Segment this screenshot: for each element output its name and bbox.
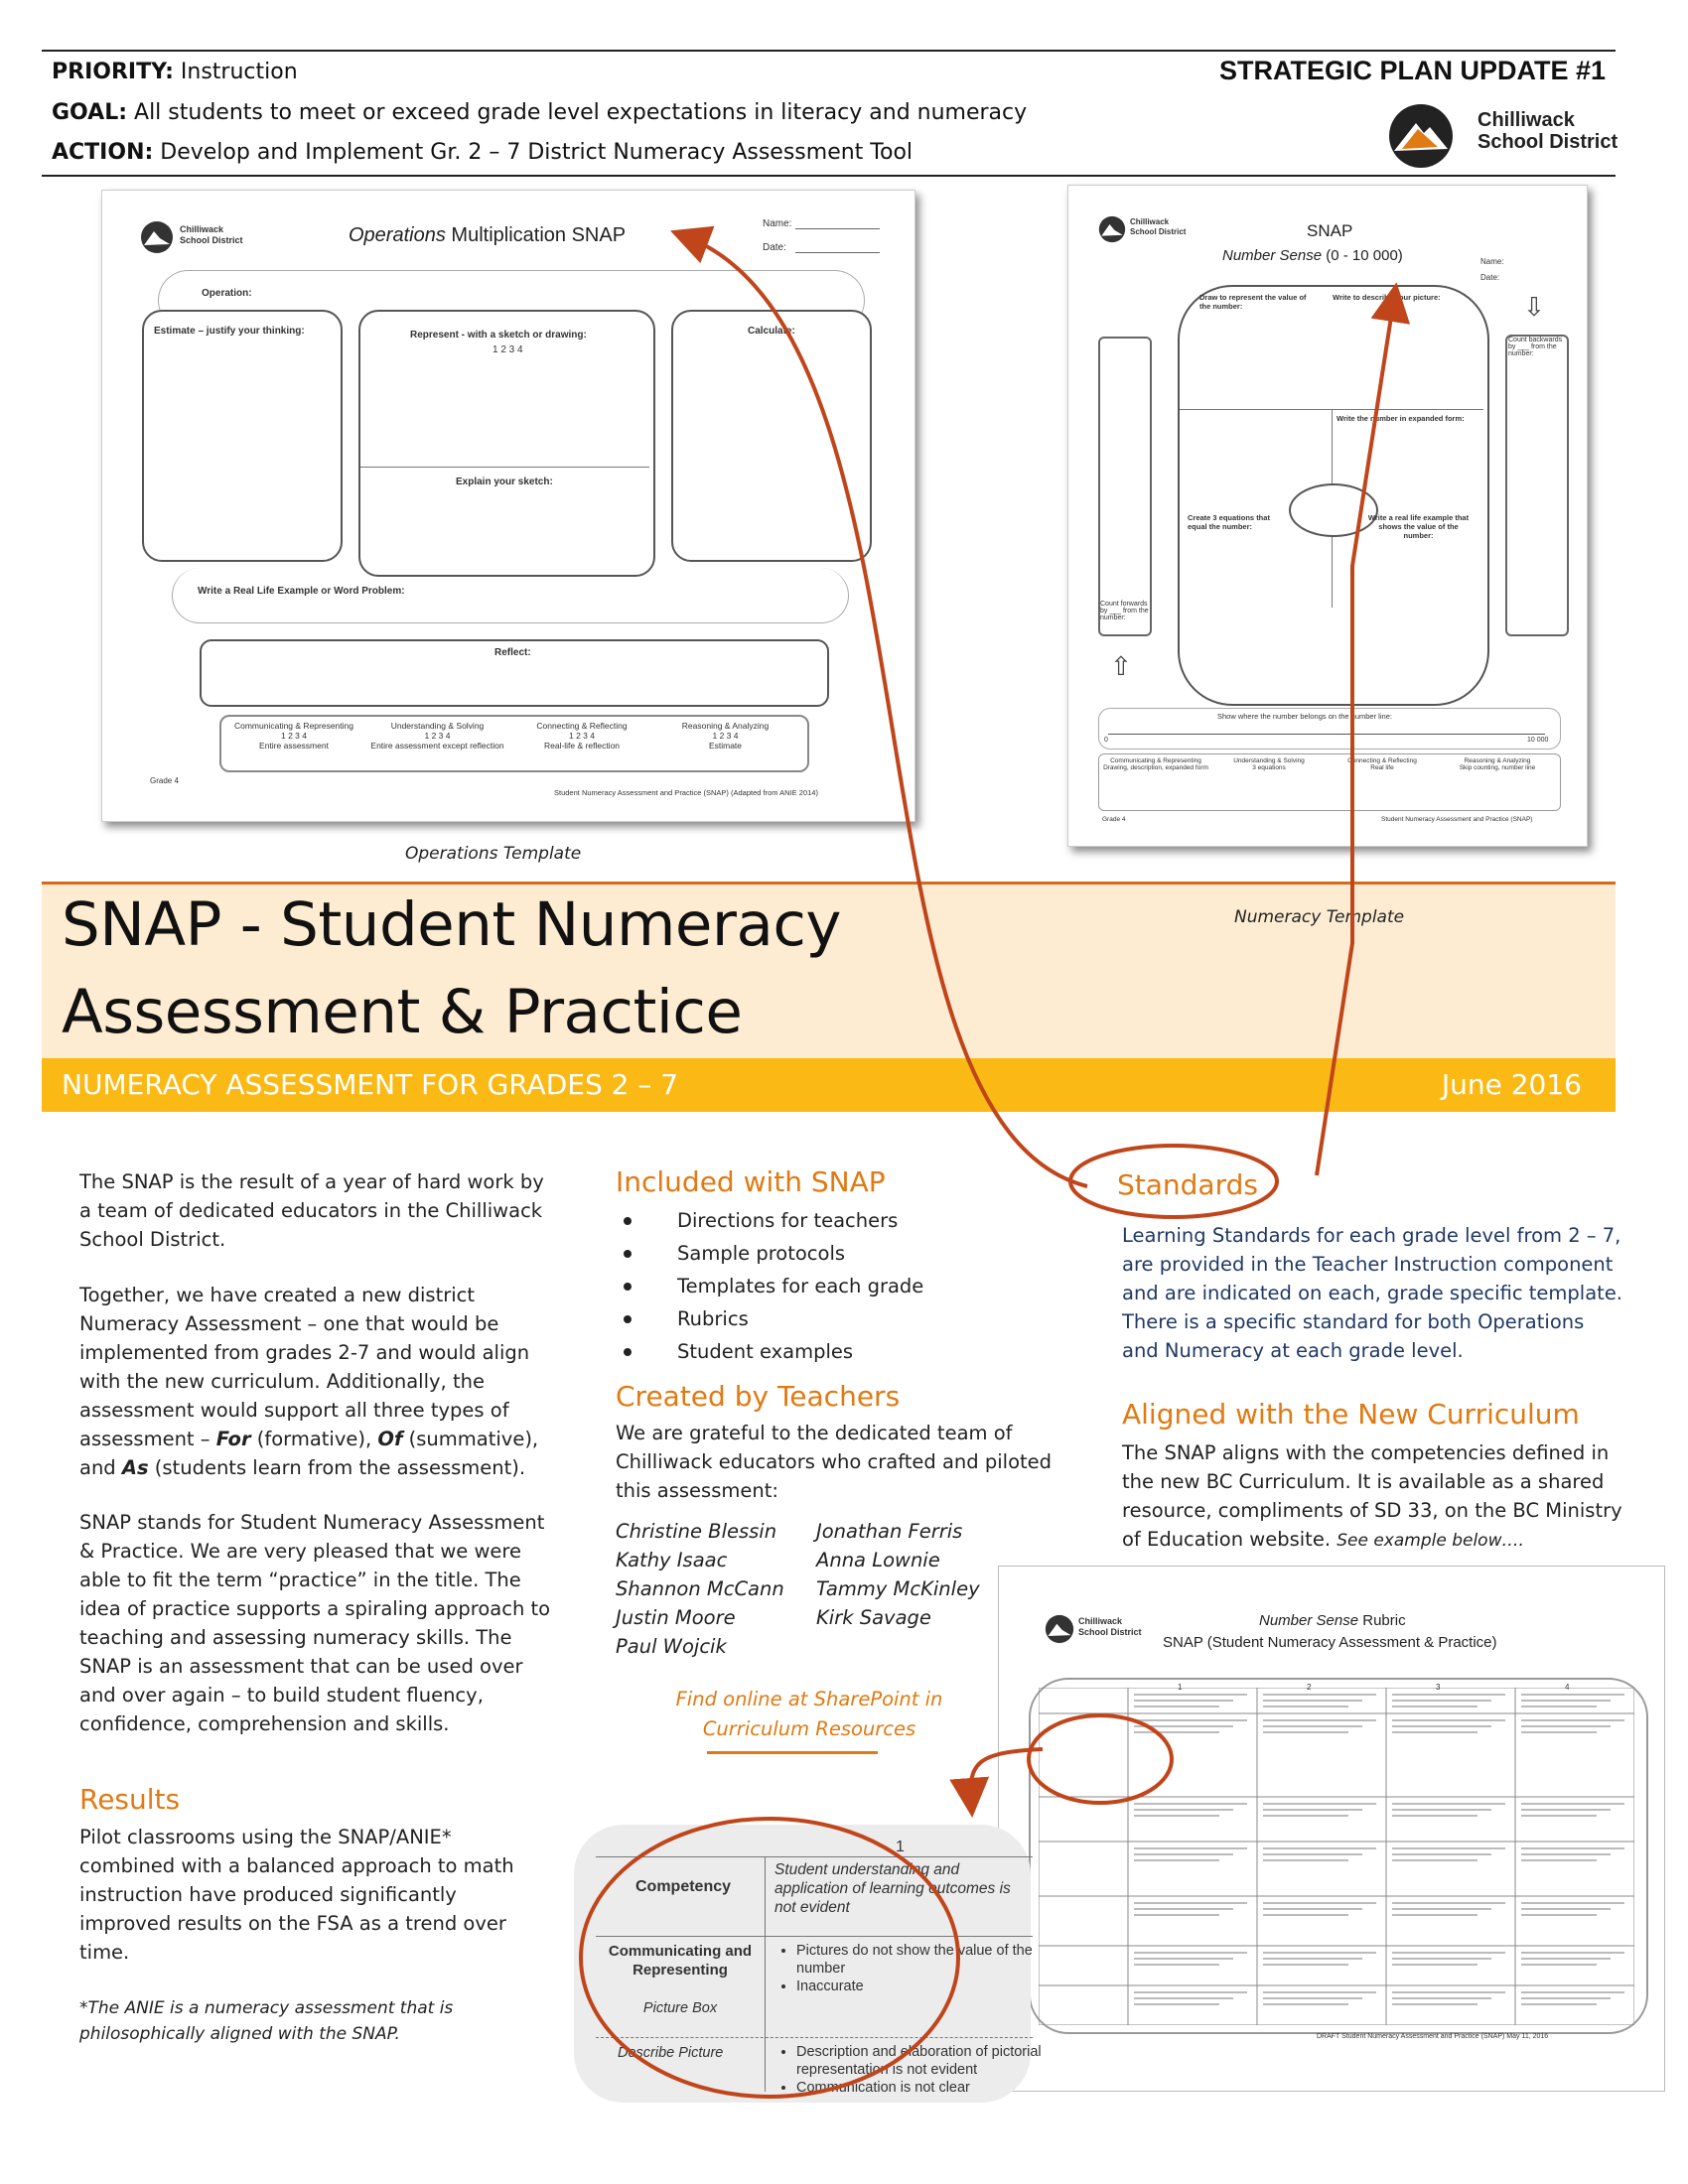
ops-template-title: Operations Multiplication SNAP	[349, 224, 627, 246]
num-numberline-label: Show where the number belongs on the number line:	[1217, 712, 1392, 721]
ops-date-field: Date:	[763, 242, 786, 253]
zoom-hline-top	[596, 1856, 1033, 1857]
num-rubric-4: Reasoning & Analyzing Skip counting, number line	[1459, 757, 1536, 771]
list-item: Templates for each grade	[616, 1272, 1013, 1304]
ops-name-field: Name:	[763, 218, 792, 229]
num-numberline-end: 10 000	[1527, 737, 1549, 744]
list-item: • Description and elaboration of pictorial representation is not evident	[796, 2043, 1050, 2079]
num-name-field: Name:	[1480, 257, 1504, 266]
ops-name-line	[795, 228, 880, 229]
together-paragraph: Together, we have created a new district Numeracy Assessment – one that would be implemented from grades 2-7 and would align with the new curriculum. Additionally, the assessment would support all three types of assessment – For (formative), Of (summative), and As (students learn from the assessment).	[79, 1284, 539, 1479]
strategic-plan-title: STRATEGIC PLAN UPDATE #1	[1219, 56, 1607, 85]
team-names-right: Jonathan Ferris Anna Lownie Tammy McKinley Kirk Savage	[816, 1520, 980, 1629]
zoom-row1-list	[774, 1942, 1050, 1995]
ops-grade-label: Grade 4	[150, 776, 179, 785]
num-center-oval	[1289, 483, 1378, 537]
num-expanded-label: Write the number in expanded form:	[1336, 414, 1465, 423]
zoom-table	[596, 1839, 1042, 2096]
created-heading: Created by Teachers	[616, 1380, 901, 1413]
ops-calculate-label: Calculate:	[748, 326, 795, 337]
zoom-row1-head: Communicating and Representing	[608, 1943, 753, 1979]
num-numberline-start: 0	[1104, 737, 1108, 744]
ops-logo-text: Chilliwack School District	[180, 224, 243, 245]
mini-logo-icon	[1098, 215, 1126, 243]
results-heading: Results	[79, 1783, 181, 1816]
page-title-line1: SNAP - Student Numeracy	[62, 889, 842, 960]
mountain-logo-icon	[1388, 103, 1454, 169]
list-item: Directions for teachers	[616, 1206, 1013, 1239]
zoom-row1-sub: Picture Box	[642, 2000, 718, 2016]
included-heading: Included with SNAP	[616, 1165, 886, 1198]
rubric-doc-title: Number Sense Rubric	[1259, 1612, 1406, 1629]
goal-line: GOAL: All students to meet or exceed grade level expectations in literacy and numeracy	[52, 100, 1028, 125]
ops-represent-scale: 1 2 3 4	[492, 344, 523, 355]
num-date-field: Date:	[1480, 273, 1500, 282]
action-line: ACTION: Develop and Implement Gr. 2 – 7 District Numeracy Assessment Tool	[52, 140, 914, 165]
ops-rubric-1: Communicating & Representing 1 2 3 4 Entire assessment	[233, 721, 353, 751]
operations-template-caption: Operations Template	[405, 844, 582, 864]
ops-estimate-box	[142, 310, 343, 562]
page-title-line2: Assessment & Practice	[62, 977, 743, 1047]
subtitle-bar	[42, 1058, 1616, 1112]
num-count-back: Count backwards by ___ from the number:	[1508, 337, 1563, 357]
priority-line: PRIORITY: Instruction	[52, 60, 298, 84]
num-rubric-3: Connecting & Reflecting Real life	[1347, 757, 1417, 771]
header-bottom-rule	[42, 175, 1616, 177]
top-rule	[42, 50, 1616, 52]
ops-reflect-label: Reflect:	[494, 647, 531, 658]
ops-operation-label: Operation:	[202, 288, 252, 299]
district-logo	[1388, 103, 1454, 169]
num-template-subtitle: Number Sense (0 - 10 000)	[1222, 247, 1403, 264]
rubric-table-grid	[1039, 1688, 1634, 2025]
intro-paragraph: The SNAP is the result of a year of hard work by a team of dedicated educators in the Chilliwack School District.	[79, 1170, 544, 1251]
numeracy-template-image	[1067, 185, 1588, 847]
district-logo-text: Chilliwack School District	[1477, 109, 1618, 153]
rubric-col-3: 3	[1436, 1683, 1441, 1692]
list-item: Rubrics	[616, 1304, 1013, 1337]
aligned-text: The SNAP aligns with the competencies defined in the new BC Curriculum. It is available as a shared resource, compliments of SD 33, on the BC Ministry of Education website. See example below….	[1122, 1441, 1622, 1551]
rubric-col-4: 4	[1565, 1683, 1570, 1692]
num-right-column	[1505, 335, 1569, 636]
aligned-heading: Aligned with the New Curriculum	[1122, 1398, 1580, 1431]
num-rubric-1: Communicating & Representing Drawing, description, expanded form	[1103, 757, 1208, 771]
sharepoint-underline	[707, 1751, 878, 1754]
num-footer: Student Numeracy Assessment and Practice (SNAP)	[1381, 816, 1533, 823]
rubric-col-1: 1	[1178, 1683, 1183, 1692]
ops-rubric-2: Understanding & Solving 1 2 3 4 Entire assessment except reflection	[370, 721, 504, 751]
num-hdivider	[1180, 409, 1483, 410]
ops-represent-divider	[360, 467, 649, 468]
list-item: Sample protocols	[616, 1239, 1013, 1272]
mini-logo-icon	[140, 220, 174, 254]
ops-reallife-label: Write a Real Life Example or Word Problem:	[198, 586, 405, 597]
rubric-logo-text: Chilliwack School District	[1078, 1616, 1142, 1637]
list-item: Student examples	[616, 1337, 1013, 1370]
rubric-col-2: 2	[1307, 1683, 1312, 1692]
sharepoint-link[interactable]: Find online at SharePoint in Curriculum Resources	[675, 1688, 943, 1740]
num-reallife-label: Write a real life example that shows the value of the number:	[1367, 513, 1470, 540]
num-write-label: Write to describe your picture:	[1333, 293, 1441, 302]
ops-rubric-3: Connecting & Reflecting 1 2 3 4 Real-life & reflection	[536, 721, 628, 751]
snap-stands-paragraph: SNAP stands for Student Numeracy Assessment & Practice. We are very pleased that we were able to fit the term “practice” in the title. The idea of practice supports a spiraling approach to teaching and assessing numeracy skills. The SNAP is an assessment that can be used over and over again – to build student fluency, confidence, comprehension and skills.	[79, 1511, 551, 1735]
operations-template-image	[101, 190, 915, 822]
subtitle-text: NUMERACY ASSESSMENT FOR GRADES 2 – 7	[62, 1068, 679, 1101]
mini-logo-icon	[1045, 1614, 1074, 1644]
zoom-vline	[765, 1856, 766, 2092]
num-count-forward: Count forwards by ___ from the number:	[1100, 601, 1149, 621]
list-item: • Communication is not clear	[796, 2079, 1050, 2097]
anie-footnote: *The ANIE is a numeracy assessment that is philosophically aligned with the SNAP.	[79, 1998, 454, 2044]
issue-date: June 2016	[1441, 1068, 1582, 1101]
num-numberline	[1108, 734, 1545, 735]
standards-heading: Standards	[1117, 1168, 1258, 1201]
ops-represent-label: Represent - with a sketch or drawing:	[410, 330, 587, 341]
team-names-left: Christine Blessin Kathy Isaac Shannon McCann Justin Moore Paul Wojcik	[616, 1520, 784, 1658]
list-item: • Pictures do not show the value of the number	[796, 1942, 1050, 1978]
ops-explain-label: Explain your sketch:	[456, 477, 553, 487]
zoom-competency: Competency	[635, 1878, 732, 1895]
ops-date-line	[795, 252, 880, 253]
ops-estimate-label: Estimate – justify your thinking:	[154, 326, 305, 337]
ops-footer: Student Numeracy Assessment and Practice (SNAP) (Adapted from ANIE 2014)	[554, 788, 818, 797]
rubric-doc-subtitle: SNAP (Student Numeracy Assessment & Practice)	[1163, 1634, 1497, 1651]
zoom-row2-list	[774, 2043, 1050, 2097]
num-equations-label: Create 3 equations that equal the number:	[1188, 513, 1270, 531]
standards-text: Learning Standards for each grade level from 2 – 7, are provided in the Teacher Instruction component and are indicated on each, grade specific template. There is a specific standard for both Operations and Numeracy at each grade level.	[1122, 1224, 1623, 1362]
ops-calculate-box	[671, 310, 872, 562]
up-arrow-icon: ⇧	[1110, 652, 1132, 682]
ops-rubric-4: Reasoning & Analyzing 1 2 3 4 Estimate	[681, 721, 770, 751]
num-template-title: SNAP	[1307, 221, 1353, 240]
included-list	[616, 1206, 1013, 1370]
numeracy-template-caption: Numeracy Template	[1234, 907, 1405, 927]
down-arrow-icon: ⇩	[1523, 293, 1545, 323]
zoom-row2-head: Describe Picture	[618, 2045, 724, 2061]
zoom-hline-dashed	[596, 2037, 1033, 2038]
zoom-col-number: 1	[896, 1839, 905, 1855]
num-draw-label: Draw to represent the value of the number:	[1199, 293, 1307, 311]
created-text: We are grateful to the dedicated team of Chilliwack educators who crafted and piloted this assessment:	[616, 1422, 1053, 1502]
num-logo-text: Chilliwack School District	[1130, 217, 1187, 236]
num-grade-label: Grade 4	[1102, 816, 1126, 823]
zoom-header-desc: Student understanding and application of learning outcomes is not evident	[774, 1861, 1011, 1916]
results-text: Pilot classrooms using the SNAP/ANIE* combined with a balanced approach to math instruction have produced significantly improved results on the FSA as a trend over time.	[79, 1826, 514, 1964]
list-item: • Inaccurate	[796, 1978, 1050, 1995]
rubric-document-image	[998, 1566, 1665, 2092]
num-rubric-2: Understanding & Solving 3 equations	[1233, 757, 1305, 771]
num-left-column	[1098, 337, 1152, 636]
zoom-hline-mid	[596, 1936, 1033, 1937]
rubric-footer: DRAFT Student Numeracy Assessment and Practice (SNAP) May 11, 2016	[1317, 2033, 1549, 2040]
